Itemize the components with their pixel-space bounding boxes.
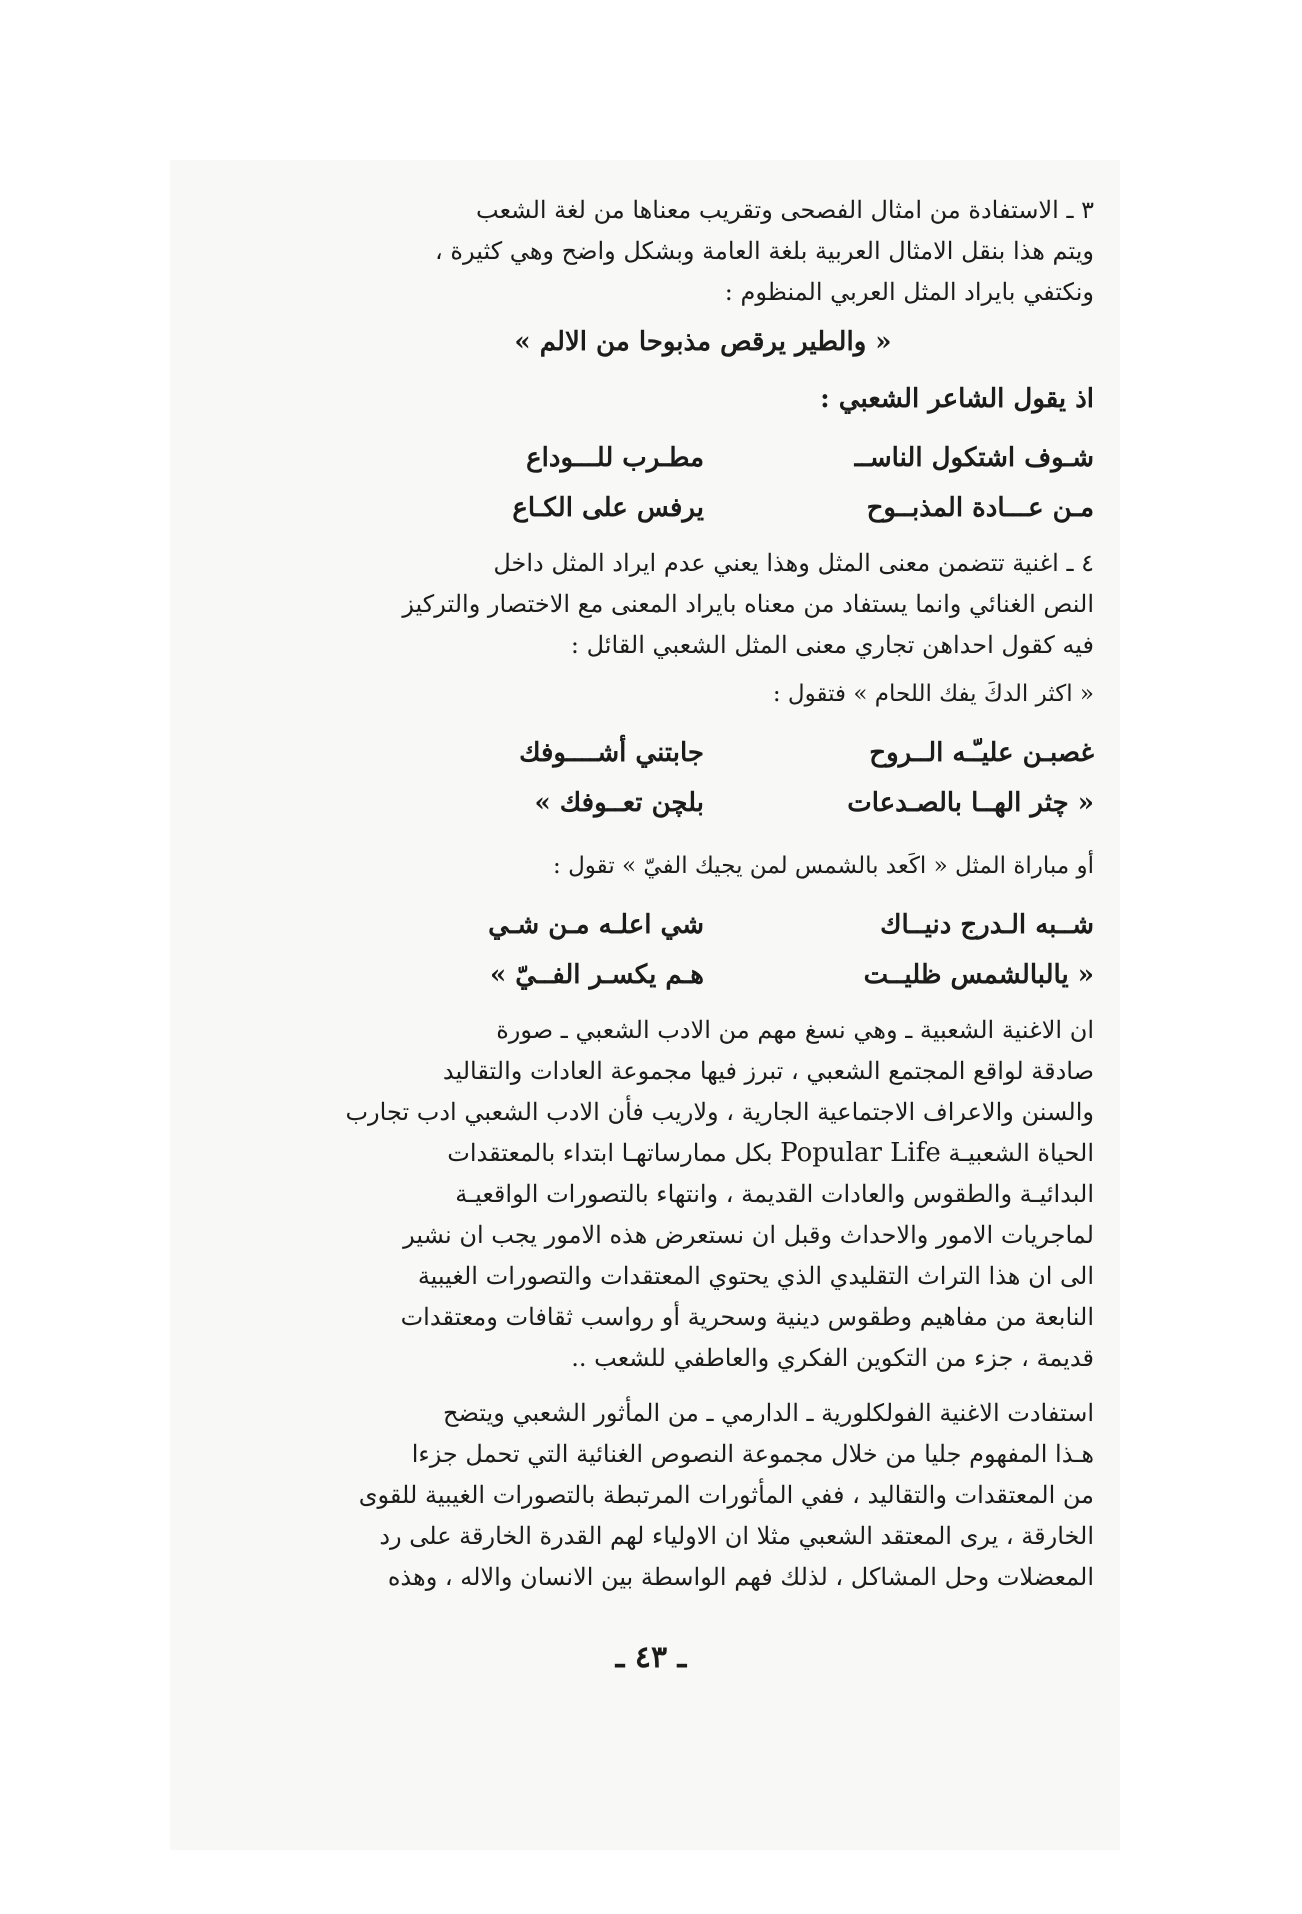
paragraph2-line-5: المعضلات وحل المشاكل ، لذلك فهم الواسطة بين الانسان والاله ، وهذه — [387, 1563, 1094, 1591]
poem-section4-first — [232, 728, 1094, 828]
paragraph1-line-9: قديمة ، جزء من التكوين الفكري والعاطفي للشعب .. — [571, 1344, 1094, 1372]
paragraph2-line-1: استفادت الاغنية الفولكلورية ـ الدارمي ـ من المأثور الشعبي ويتضح — [443, 1399, 1094, 1427]
line4-before: الحياة الشعبيـة — [948, 1139, 1094, 1167]
hemistich-first: « يالبالشمس ظليــت — [863, 960, 1094, 990]
proverb-match-quote: أو مباراة المثل « اكَعد بالشمس لمن يجيك الفيّ » تقول : — [553, 853, 1094, 879]
poem-row — [232, 950, 1094, 1000]
poem-row — [232, 433, 1094, 483]
section3-line-2: ويتم هذا بنقل الامثال العربية بلغة العامة وبشكل واضح وهي كثيرة ، — [435, 237, 1094, 265]
folk-proverb-quote: « اكثر الدكَ يفك اللحام » فتقول : — [772, 681, 1094, 707]
classical-proverb: « والطير يرقص مذبوحا من الالم » — [514, 327, 892, 357]
line4-after: بكل ممارساتهـا ابتداء بالمعتقدات — [447, 1139, 773, 1167]
paragraph1-line-4 — [232, 1133, 1094, 1174]
poem-row — [232, 900, 1094, 950]
hemistich-second: شي اعلـه مـن شـي — [488, 910, 704, 940]
paragraph1-line-2: صادقة لواقع المجتمع الشعبي ، تبرز فيها مجموعة العادات والتقاليد — [442, 1057, 1094, 1085]
hemistich-second: بلچن تعــوفك » — [534, 788, 704, 818]
section4-line-3: فيه كقول احداهن تجاري معنى المثل الشعبي القائل : — [570, 631, 1094, 659]
hemistich-second: جابتني أشــــوفك — [519, 738, 704, 768]
paragraph2-line-2: هـذا المفهوم جليا من خلال مجموعة النصوص الغنائية التي تحمل جزءا — [411, 1440, 1094, 1468]
hemistich-first: غصبـن عليـّـه الــروح — [869, 738, 1094, 768]
page-number: ـ ٤٣ ـ — [615, 1640, 687, 1675]
paragraph2-line-4: الخارقة ، يرى المعتقد الشعبي مثلا ان الاولياء لهم القدرة الخارقة على رد — [379, 1522, 1094, 1550]
section4-line-1: ٤ ـ اغنية تتضمن معنى المثل وهذا يعني عدم ايراد المثل داخل — [493, 549, 1094, 577]
poem-row — [232, 483, 1094, 533]
paragraph1-line-8: النابعة من مفاهيم وطقوس دينية وسحرية أو رواسب ثقافات ومعتقدات — [400, 1303, 1094, 1331]
poem-section4-second — [232, 900, 1094, 1000]
hemistich-first: شــبه الـدرج دنيــاك — [880, 910, 1094, 940]
paragraph1-line-7: الى ان هذا التراث التقليدي الذي يحتوي المعتقدات والتصورات الغيبية — [417, 1262, 1094, 1290]
hemistich-second: يرفس على الكـاع — [512, 493, 704, 523]
section3-line-1: ٣ ـ الاستفادة من امثال الفصحى وتقريب معناها من لغة الشعب — [476, 196, 1094, 224]
paragraph1-line-3: والسنن والاعراف الاجتماعية الجارية ، ولاريب فأن الادب الشعبي ادب تجارب — [345, 1098, 1094, 1126]
hemistich-first: مـن عـــادة المذبــوح — [866, 493, 1094, 523]
poem-row — [232, 728, 1094, 778]
poem-row — [232, 778, 1094, 828]
poet-intro: اذ يقول الشاعر الشعبي : — [820, 384, 1094, 414]
paragraph1-line-5: البدائيـة والطقوس والعادات القديمة ، وانتهاء بالتصورات الواقعيـة — [455, 1180, 1094, 1208]
paragraph2-line-3: من المعتقدات والتقاليد ، ففي المأثورات المرتبطة بالتصورات الغيبية للقوى — [358, 1481, 1094, 1509]
section3-line-3: ونكتفي بايراد المثل العربي المنظوم : — [724, 278, 1094, 306]
hemistich-second: مطـرب للـــوداع — [526, 443, 704, 473]
latin-term: Popular Life — [780, 1138, 941, 1168]
text-column — [232, 190, 1094, 1598]
paragraph1-line-1: ان الاغنية الشعبية ـ وهي نسغ مهم من الادب الشعبي ـ صورة — [496, 1016, 1094, 1044]
paragraph1-line-6: لماجريات الامور والاحداث وقبل ان نستعرض هذه الامور يجب ان نشير — [403, 1221, 1094, 1249]
section4-line-2: النص الغنائي وانما يستفاد من معناه بايراد المعنى مع الاختصار والتركيز — [402, 590, 1094, 618]
hemistich-first: « چثر الهــا بالصـدعات — [847, 788, 1094, 818]
hemistich-first: شـوف اشتكول الناســ — [854, 443, 1094, 473]
hemistich-second: هـم يكسـر الفــيّ » — [490, 960, 704, 990]
poem-section3 — [232, 433, 1094, 533]
